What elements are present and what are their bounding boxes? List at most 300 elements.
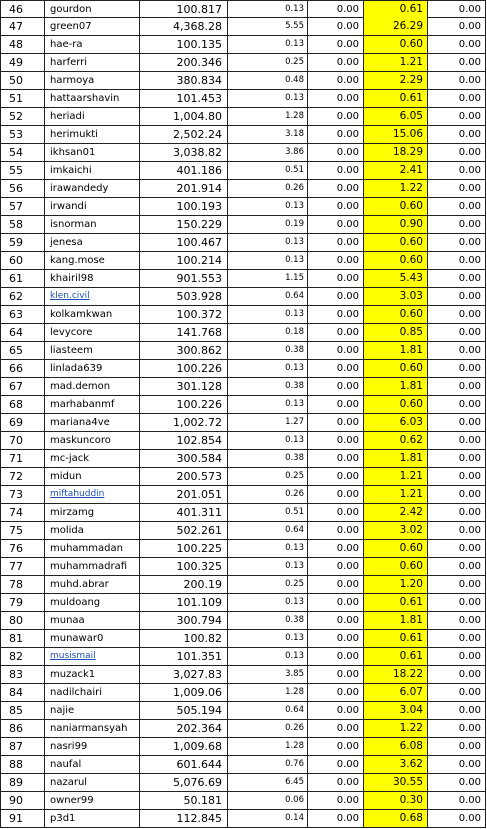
highlighted-value-cell: 1.21	[363, 486, 427, 503]
zero-value-cell-2: 0.00	[427, 126, 486, 143]
username-cell: muhd.abrar	[44, 576, 139, 593]
percent-cell: 0.14	[227, 810, 307, 827]
username-cell: nasri99	[44, 738, 139, 755]
username-cell: hae-ra	[44, 36, 139, 53]
highlighted-value-cell: 0.61	[363, 1, 427, 18]
highlighted-value-cell: 3.04	[363, 702, 427, 719]
amount-cell: 301.128	[139, 378, 227, 395]
percent-cell: 0.13	[227, 90, 307, 107]
zero-value-cell-2: 0.00	[427, 684, 486, 701]
highlighted-value-cell: 1.22	[363, 180, 427, 197]
row-number-cell: 54	[0, 144, 44, 161]
zero-value-cell-2: 0.00	[427, 522, 486, 539]
percent-cell: 0.13	[227, 306, 307, 323]
zero-value-cell-2: 0.00	[427, 1, 486, 18]
table-row	[0, 774, 486, 792]
username-cell: maskuncoro	[44, 432, 139, 449]
row-number-cell: 75	[0, 522, 44, 539]
table-row	[0, 126, 486, 144]
highlighted-value-cell: 0.61	[363, 648, 427, 665]
table-row	[0, 18, 486, 36]
amount-cell: 1,004.80	[139, 108, 227, 125]
username-cell: marhabanmf	[44, 396, 139, 413]
table-row	[0, 594, 486, 612]
amount-cell: 100.225	[139, 540, 227, 557]
username-cell: munawar0	[44, 630, 139, 647]
zero-value-cell: 0.00	[307, 720, 363, 737]
zero-value-cell-2: 0.00	[427, 18, 486, 35]
amount-cell: 200.573	[139, 468, 227, 485]
table-row	[0, 360, 486, 378]
amount-cell: 5,076.69	[139, 774, 227, 791]
amount-cell: 380.834	[139, 72, 227, 89]
highlighted-value-cell: 0.85	[363, 324, 427, 341]
amount-cell: 100.193	[139, 198, 227, 215]
highlighted-value-cell: 26.29	[363, 18, 427, 35]
amount-cell: 1,002.72	[139, 414, 227, 431]
row-number-cell: 49	[0, 54, 44, 71]
table-row	[0, 558, 486, 576]
percent-cell: 1.28	[227, 738, 307, 755]
zero-value-cell-2: 0.00	[427, 486, 486, 503]
amount-cell: 100.214	[139, 252, 227, 269]
table-row	[0, 306, 486, 324]
percent-cell: 0.13	[227, 36, 307, 53]
amount-cell: 100.372	[139, 306, 227, 323]
username-cell: harferri	[44, 54, 139, 71]
percent-cell: 1.15	[227, 270, 307, 287]
highlighted-value-cell: 0.60	[363, 306, 427, 323]
zero-value-cell: 0.00	[307, 72, 363, 89]
amount-cell: 502.261	[139, 522, 227, 539]
username-cell: mariana4ve	[44, 414, 139, 431]
zero-value-cell-2: 0.00	[427, 216, 486, 233]
row-number-cell: 82	[0, 648, 44, 665]
amount-cell: 101.453	[139, 90, 227, 107]
zero-value-cell-2: 0.00	[427, 108, 486, 125]
zero-value-cell: 0.00	[307, 18, 363, 35]
highlighted-value-cell: 1.81	[363, 612, 427, 629]
table-row	[0, 486, 486, 504]
amount-cell: 50.181	[139, 792, 227, 809]
table-row	[0, 198, 486, 216]
row-number-cell: 90	[0, 792, 44, 809]
highlighted-value-cell: 0.61	[363, 630, 427, 647]
zero-value-cell: 0.00	[307, 540, 363, 557]
username-cell: levycore	[44, 324, 139, 341]
amount-cell: 2,502.24	[139, 126, 227, 143]
amount-cell: 150.229	[139, 216, 227, 233]
percent-cell: 0.25	[227, 468, 307, 485]
zero-value-cell-2: 0.00	[427, 270, 486, 287]
username-link[interactable]: klen.civil	[44, 288, 139, 305]
zero-value-cell: 0.00	[307, 180, 363, 197]
percent-cell: 0.26	[227, 180, 307, 197]
username-cell: isnorman	[44, 216, 139, 233]
zero-value-cell: 0.00	[307, 414, 363, 431]
username-cell: irwandi	[44, 198, 139, 215]
amount-cell: 1,009.06	[139, 684, 227, 701]
username-cell: munaa	[44, 612, 139, 629]
table-row	[0, 756, 486, 774]
username-link[interactable]: musismail	[44, 648, 139, 665]
amount-cell: 505.194	[139, 702, 227, 719]
percent-cell: 0.26	[227, 486, 307, 503]
percent-cell: 3.86	[227, 144, 307, 161]
amount-cell: 101.351	[139, 648, 227, 665]
row-number-cell: 72	[0, 468, 44, 485]
row-number-cell: 79	[0, 594, 44, 611]
percent-cell: 0.13	[227, 1, 307, 18]
table-row	[0, 108, 486, 126]
row-number-cell: 50	[0, 72, 44, 89]
highlighted-value-cell: 6.08	[363, 738, 427, 755]
row-number-cell: 67	[0, 378, 44, 395]
percent-cell: 0.13	[227, 360, 307, 377]
zero-value-cell: 0.00	[307, 594, 363, 611]
table-row	[0, 648, 486, 666]
username-cell: gourdon	[44, 1, 139, 18]
username-cell: imkaichi	[44, 162, 139, 179]
amount-cell: 202.364	[139, 720, 227, 737]
zero-value-cell: 0.00	[307, 432, 363, 449]
table-row	[0, 72, 486, 90]
zero-value-cell-2: 0.00	[427, 540, 486, 557]
zero-value-cell-2: 0.00	[427, 720, 486, 737]
table-row	[0, 288, 486, 306]
zero-value-cell-2: 0.00	[427, 558, 486, 575]
zero-value-cell: 0.00	[307, 648, 363, 665]
row-number-cell: 51	[0, 90, 44, 107]
amount-cell: 100.467	[139, 234, 227, 251]
percent-cell: 1.28	[227, 684, 307, 701]
zero-value-cell: 0.00	[307, 792, 363, 809]
amount-cell: 901.553	[139, 270, 227, 287]
row-number-cell: 84	[0, 684, 44, 701]
highlighted-value-cell: 6.07	[363, 684, 427, 701]
table-row	[0, 234, 486, 252]
percent-cell: 0.13	[227, 198, 307, 215]
table-row	[0, 504, 486, 522]
zero-value-cell-2: 0.00	[427, 648, 486, 665]
zero-value-cell: 0.00	[307, 234, 363, 251]
percent-cell: 0.38	[227, 612, 307, 629]
zero-value-cell: 0.00	[307, 810, 363, 827]
zero-value-cell-2: 0.00	[427, 72, 486, 89]
zero-value-cell: 0.00	[307, 450, 363, 467]
percent-cell: 0.19	[227, 216, 307, 233]
zero-value-cell-2: 0.00	[427, 594, 486, 611]
zero-value-cell-2: 0.00	[427, 378, 486, 395]
highlighted-value-cell: 0.60	[363, 36, 427, 53]
highlighted-value-cell: 2.41	[363, 162, 427, 179]
table-row	[0, 630, 486, 648]
zero-value-cell: 0.00	[307, 198, 363, 215]
amount-cell: 300.584	[139, 450, 227, 467]
row-number-cell: 63	[0, 306, 44, 323]
row-number-cell: 66	[0, 360, 44, 377]
zero-value-cell-2: 0.00	[427, 702, 486, 719]
zero-value-cell: 0.00	[307, 90, 363, 107]
percent-cell: 0.25	[227, 576, 307, 593]
zero-value-cell: 0.00	[307, 1, 363, 18]
amount-cell: 200.19	[139, 576, 227, 593]
username-cell: muhammadan	[44, 540, 139, 557]
amount-cell: 141.768	[139, 324, 227, 341]
username-cell: jenesa	[44, 234, 139, 251]
highlighted-value-cell: 1.21	[363, 468, 427, 485]
row-number-cell: 88	[0, 756, 44, 773]
percent-cell: 0.06	[227, 792, 307, 809]
table-row	[0, 270, 486, 288]
table-row	[0, 144, 486, 162]
highlighted-value-cell: 1.81	[363, 378, 427, 395]
highlighted-value-cell: 0.68	[363, 810, 427, 827]
row-number-cell: 47	[0, 18, 44, 35]
percent-cell: 0.18	[227, 324, 307, 341]
row-number-cell: 65	[0, 342, 44, 359]
zero-value-cell-2: 0.00	[427, 468, 486, 485]
amount-cell: 100.325	[139, 558, 227, 575]
username-cell: nazarul	[44, 774, 139, 791]
percent-cell: 3.18	[227, 126, 307, 143]
table-row	[0, 396, 486, 414]
row-number-cell: 74	[0, 504, 44, 521]
highlighted-value-cell: 0.60	[363, 360, 427, 377]
highlighted-value-cell: 1.22	[363, 720, 427, 737]
zero-value-cell-2: 0.00	[427, 54, 486, 71]
zero-value-cell-2: 0.00	[427, 180, 486, 197]
row-number-cell: 91	[0, 810, 44, 827]
table-row	[0, 792, 486, 810]
percent-cell: 3.85	[227, 666, 307, 683]
table-row	[0, 36, 486, 54]
amount-cell: 100.226	[139, 360, 227, 377]
amount-cell: 1,009.68	[139, 738, 227, 755]
highlighted-value-cell: 0.60	[363, 396, 427, 413]
table-row	[0, 450, 486, 468]
zero-value-cell-2: 0.00	[427, 774, 486, 791]
table-row	[0, 162, 486, 180]
table-row	[0, 342, 486, 360]
amount-cell: 601.644	[139, 756, 227, 773]
username-cell: p3d1	[44, 810, 139, 827]
highlighted-value-cell: 3.03	[363, 288, 427, 305]
table-row	[0, 612, 486, 630]
zero-value-cell-2: 0.00	[427, 666, 486, 683]
percent-cell: 0.13	[227, 558, 307, 575]
percent-cell: 0.25	[227, 54, 307, 71]
percent-cell: 6.45	[227, 774, 307, 791]
amount-cell: 401.311	[139, 504, 227, 521]
zero-value-cell-2: 0.00	[427, 144, 486, 161]
username-cell: green07	[44, 18, 139, 35]
username-cell: kang.mose	[44, 252, 139, 269]
amount-cell: 100.82	[139, 630, 227, 647]
table-row	[0, 180, 486, 198]
row-number-cell: 57	[0, 198, 44, 215]
zero-value-cell: 0.00	[307, 558, 363, 575]
zero-value-cell-2: 0.00	[427, 792, 486, 809]
username-cell: muhammadrafi	[44, 558, 139, 575]
row-number-cell: 81	[0, 630, 44, 647]
username-cell: muldoang	[44, 594, 139, 611]
zero-value-cell: 0.00	[307, 396, 363, 413]
zero-value-cell-2: 0.00	[427, 756, 486, 773]
username-cell: heriadi	[44, 108, 139, 125]
highlighted-value-cell: 0.61	[363, 90, 427, 107]
table-row	[0, 720, 486, 738]
amount-cell: 503.928	[139, 288, 227, 305]
zero-value-cell: 0.00	[307, 216, 363, 233]
zero-value-cell-2: 0.00	[427, 396, 486, 413]
row-number-cell: 64	[0, 324, 44, 341]
percent-cell: 0.13	[227, 594, 307, 611]
amount-cell: 401.186	[139, 162, 227, 179]
amount-cell: 101.109	[139, 594, 227, 611]
row-number-cell: 73	[0, 486, 44, 503]
username-cell: irawandedy	[44, 180, 139, 197]
username-cell: najie	[44, 702, 139, 719]
username-cell: owner99	[44, 792, 139, 809]
table-row	[0, 738, 486, 756]
row-number-cell: 77	[0, 558, 44, 575]
row-number-cell: 70	[0, 432, 44, 449]
percent-cell: 0.38	[227, 450, 307, 467]
highlighted-value-cell: 0.62	[363, 432, 427, 449]
zero-value-cell: 0.00	[307, 504, 363, 521]
table-row	[0, 432, 486, 450]
username-cell: mc-jack	[44, 450, 139, 467]
percent-cell: 0.13	[227, 252, 307, 269]
table-row	[0, 522, 486, 540]
zero-value-cell: 0.00	[307, 756, 363, 773]
highlighted-value-cell: 1.81	[363, 342, 427, 359]
username-cell: muzack1	[44, 666, 139, 683]
percent-cell: 0.13	[227, 234, 307, 251]
percent-cell: 0.13	[227, 432, 307, 449]
highlighted-value-cell: 6.03	[363, 414, 427, 431]
highlighted-value-cell: 1.81	[363, 450, 427, 467]
amount-cell: 112.845	[139, 810, 227, 827]
zero-value-cell-2: 0.00	[427, 504, 486, 521]
highlighted-value-cell: 30.55	[363, 774, 427, 791]
percent-cell: 0.13	[227, 396, 307, 413]
percent-cell: 1.27	[227, 414, 307, 431]
zero-value-cell-2: 0.00	[427, 306, 486, 323]
percent-cell: 1.28	[227, 108, 307, 125]
username-link[interactable]: miftahuddin	[44, 486, 139, 503]
table-row	[0, 414, 486, 432]
username-cell: hattaarshavin	[44, 90, 139, 107]
highlighted-value-cell: 0.60	[363, 540, 427, 557]
zero-value-cell: 0.00	[307, 54, 363, 71]
highlighted-value-cell: 0.90	[363, 216, 427, 233]
username-cell: liasteem	[44, 342, 139, 359]
row-number-cell: 58	[0, 216, 44, 233]
highlighted-value-cell: 2.29	[363, 72, 427, 89]
zero-value-cell-2: 0.00	[427, 288, 486, 305]
highlighted-value-cell: 2.42	[363, 504, 427, 521]
row-number-cell: 61	[0, 270, 44, 287]
row-number-cell: 46	[0, 1, 44, 18]
username-cell: linlada639	[44, 360, 139, 377]
zero-value-cell-2: 0.00	[427, 810, 486, 827]
row-number-cell: 85	[0, 702, 44, 719]
percent-cell: 0.38	[227, 342, 307, 359]
percent-cell: 0.64	[227, 702, 307, 719]
zero-value-cell: 0.00	[307, 36, 363, 53]
zero-value-cell-2: 0.00	[427, 234, 486, 251]
row-number-cell: 53	[0, 126, 44, 143]
highlighted-value-cell: 5.43	[363, 270, 427, 287]
table-row	[0, 702, 486, 720]
row-number-cell: 69	[0, 414, 44, 431]
amount-cell: 3,038.82	[139, 144, 227, 161]
username-cell: khairil98	[44, 270, 139, 287]
row-number-cell: 52	[0, 108, 44, 125]
highlighted-value-cell: 1.21	[363, 54, 427, 71]
zero-value-cell-2: 0.00	[427, 90, 486, 107]
highlighted-value-cell: 3.02	[363, 522, 427, 539]
amount-cell: 200.346	[139, 54, 227, 71]
highlighted-value-cell: 0.60	[363, 252, 427, 269]
percent-cell: 0.26	[227, 720, 307, 737]
zero-value-cell: 0.00	[307, 666, 363, 683]
row-number-cell: 68	[0, 396, 44, 413]
percent-cell: 0.51	[227, 504, 307, 521]
row-number-cell: 80	[0, 612, 44, 629]
row-number-cell: 89	[0, 774, 44, 791]
row-number-cell: 60	[0, 252, 44, 269]
table-row	[0, 54, 486, 72]
highlighted-value-cell: 6.05	[363, 108, 427, 125]
zero-value-cell: 0.00	[307, 162, 363, 179]
table-row	[0, 324, 486, 342]
zero-value-cell-2: 0.00	[427, 738, 486, 755]
zero-value-cell: 0.00	[307, 522, 363, 539]
table-row	[0, 684, 486, 702]
table-row	[0, 216, 486, 234]
zero-value-cell: 0.00	[307, 144, 363, 161]
zero-value-cell: 0.00	[307, 108, 363, 125]
percent-cell: 0.76	[227, 756, 307, 773]
username-cell: midun	[44, 468, 139, 485]
amount-cell: 201.051	[139, 486, 227, 503]
username-cell: molida	[44, 522, 139, 539]
highlighted-value-cell: 3.62	[363, 756, 427, 773]
percent-cell: 0.13	[227, 630, 307, 647]
row-number-cell: 56	[0, 180, 44, 197]
zero-value-cell-2: 0.00	[427, 36, 486, 53]
zero-value-cell: 0.00	[307, 288, 363, 305]
zero-value-cell: 0.00	[307, 306, 363, 323]
amount-cell: 100.135	[139, 36, 227, 53]
username-cell: harmoya	[44, 72, 139, 89]
amount-cell: 3,027.83	[139, 666, 227, 683]
amount-cell: 300.862	[139, 342, 227, 359]
percent-cell: 0.48	[227, 72, 307, 89]
amount-cell: 102.854	[139, 432, 227, 449]
table-row	[0, 540, 486, 558]
username-cell: naufal	[44, 756, 139, 773]
amount-cell: 201.914	[139, 180, 227, 197]
row-number-cell: 71	[0, 450, 44, 467]
zero-value-cell: 0.00	[307, 576, 363, 593]
zero-value-cell: 0.00	[307, 126, 363, 143]
highlighted-value-cell: 1.20	[363, 576, 427, 593]
amount-cell: 4,368.28	[139, 18, 227, 35]
